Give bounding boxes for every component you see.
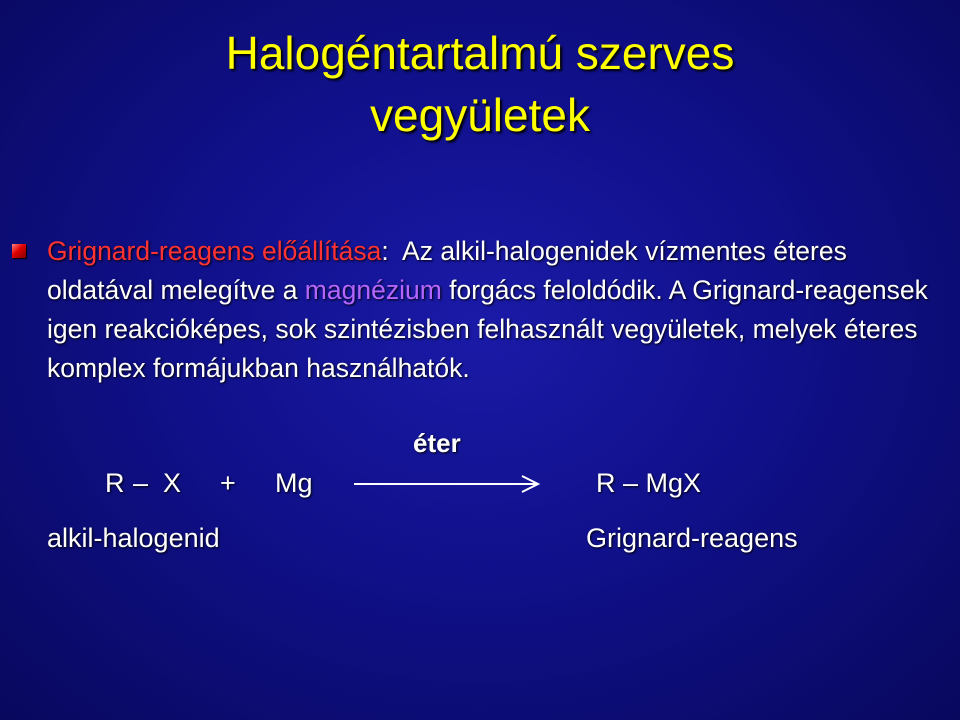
term-grignard: Grignard-reagens előállítása xyxy=(47,236,382,266)
plus-sign: + xyxy=(220,468,236,498)
title-line-2: vegyületek xyxy=(370,89,590,141)
title-line-1: Halogéntartalmú szerves xyxy=(225,27,735,79)
product-label: Grignard-reagens xyxy=(586,523,798,553)
product-formula: R – MgX xyxy=(596,468,702,498)
bullet-square-icon xyxy=(12,244,26,258)
reactant-mg: Mg xyxy=(275,468,313,498)
bullet-paragraph xyxy=(47,232,952,388)
reaction-arrow-icon xyxy=(354,473,544,497)
paragraph-text-1: Az alkil-halogenidek vízmentes éteres oldatával melegítve a xyxy=(47,236,855,305)
slide-title xyxy=(0,22,960,146)
paragraph-text-2: forgács feloldódik. A Grignard-reagensek igen reakcióképes, sok szintézisben felhasznált vegyületek, melyek éteres komplex formájukban használhatók. xyxy=(47,275,928,383)
reactant-label: alkil-halogenid xyxy=(47,523,220,553)
reactant-x: X xyxy=(163,468,182,498)
highlight-magnezium: magnézium xyxy=(304,275,442,305)
reactant-r: R xyxy=(105,468,125,498)
solvent-label: éter xyxy=(413,428,461,458)
term-colon: : xyxy=(381,236,389,266)
reactant-dash: – xyxy=(133,468,149,498)
